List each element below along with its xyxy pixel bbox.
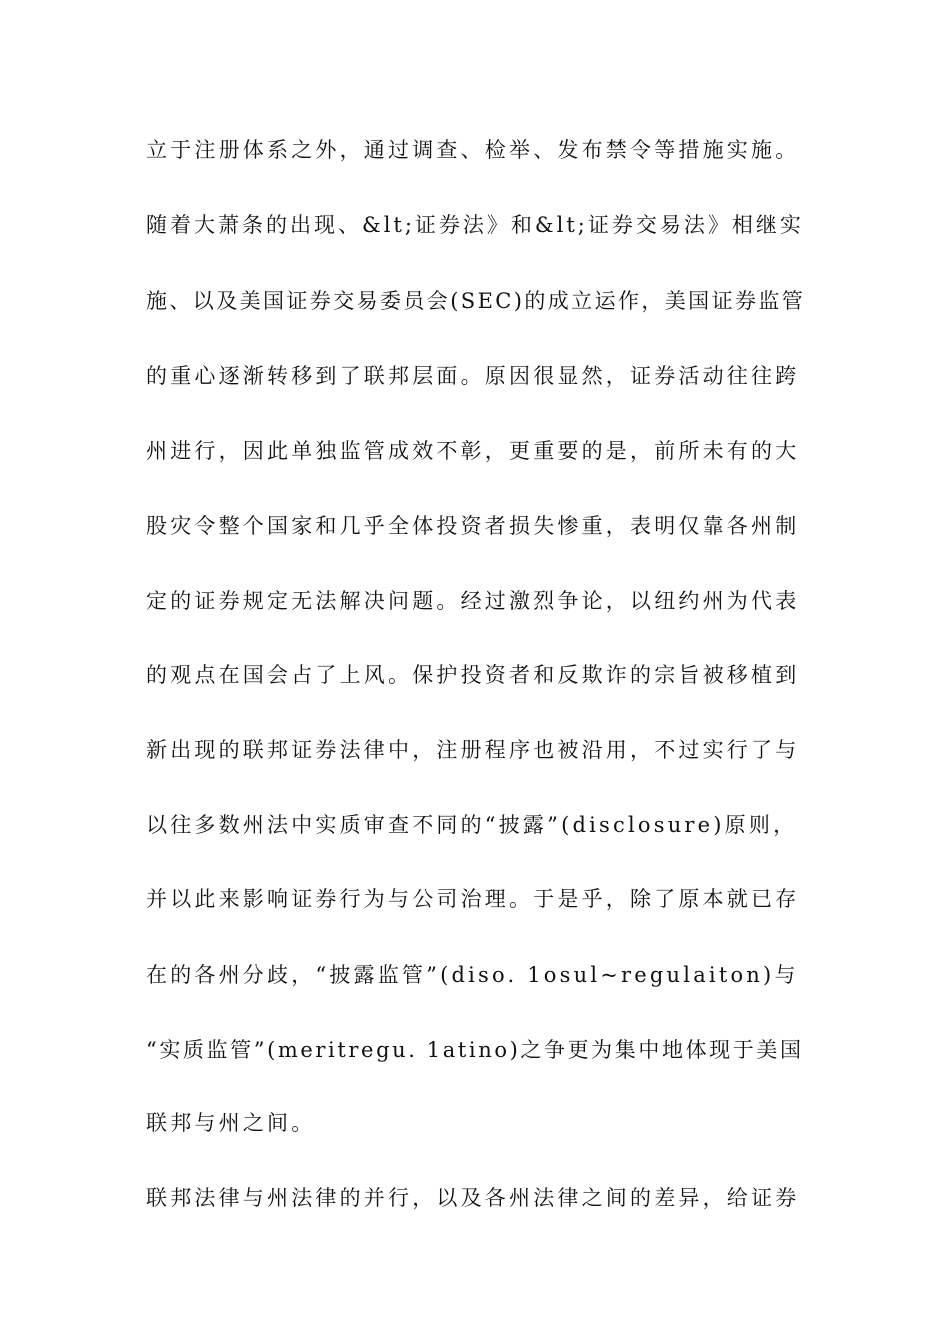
text-line: 以往多数州法中实质审查不同的“披露”(disclosure)原则，: [146, 813, 798, 837]
text-line: 并以此来影响证券行为与公司治理。于是乎，除了原本就已存: [146, 887, 800, 911]
text-line: 在的各州分歧，“披露监管”(diso. 1osul~regulaiton)与: [146, 963, 799, 987]
text-line: 定的证券规定无法解决问题。经过激烈争论，以纽约州为代表: [146, 589, 800, 613]
text-line: 州进行，因此单独监管成效不彰，更重要的是，前所未有的大: [146, 439, 800, 463]
text-line: 立于注册体系之外，通过调查、检举、发布禁令等措施实施。: [146, 138, 800, 162]
text-line: “实质监管”(meritregu. 1atino)之争更为集中地体现于美国: [146, 1038, 804, 1062]
text-line: 新出现的联邦证券法律中，注册程序也被沿用，不过实行了与: [146, 738, 800, 762]
text-line: 的重心逐渐转移到了联邦层面。原因很显然，证券活动往往跨: [146, 364, 800, 388]
text-line: 联邦与州之间。: [146, 1111, 316, 1135]
text-line: 施、以及美国证券交易委员会(SEC)的成立运作，美国证券监管: [146, 289, 806, 313]
text-line: 股灾令整个国家和几乎全体投资者损失惨重，表明仅靠各州制: [146, 514, 800, 538]
text-line: 联邦法律与州法律的并行，以及各州法律之间的差异，给证券: [146, 1186, 800, 1210]
text-line: 的观点在国会占了上风。保护投资者和反欺诈的宗旨被移植到: [146, 663, 800, 687]
text-line: 随着大萧条的出现、&lt;证券法》和&lt;证券交易法》相继实: [146, 213, 804, 237]
